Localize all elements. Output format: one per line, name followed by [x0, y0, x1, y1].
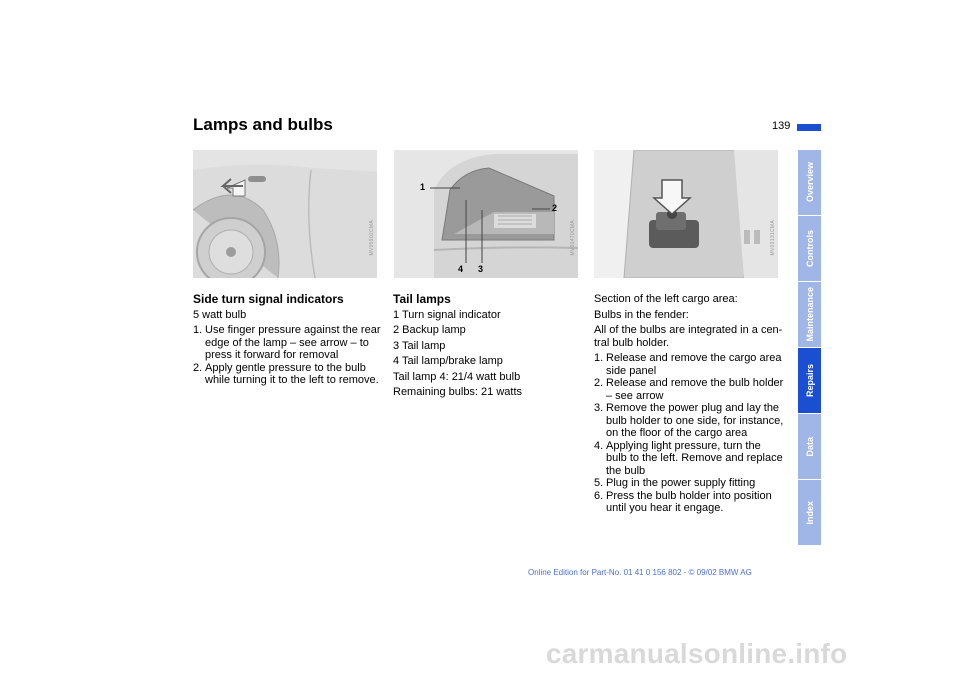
section-heading: Side turn signal indicators — [193, 292, 344, 306]
watermark: carmanualsonline.info — [546, 638, 848, 669]
callout-3: 3 — [478, 264, 484, 274]
fender-illustration — [193, 150, 377, 278]
tab-data[interactable]: Data — [798, 414, 821, 479]
figure-code: MV05902CMA — [369, 220, 375, 256]
section-heading: Tail lamps — [393, 292, 451, 306]
tab-index[interactable]: Index — [798, 480, 821, 545]
figure-tail-lamps — [394, 150, 578, 278]
page-title: Lamps and bulbs — [193, 115, 333, 134]
tail-lamp-illustration — [394, 150, 578, 278]
callout-4: 4 — [458, 264, 464, 274]
figure-code: MV01470CMA — [570, 220, 576, 256]
list-item: 2. Apply gentle pressure to the bulb while turning it to the left to remove. — [193, 361, 379, 386]
paragraph: All of the bulbs are integrated in a cen-tral bulb holder. — [594, 324, 783, 349]
figure-code: MV03131CMA — [770, 220, 776, 256]
callout-2: 2 — [552, 203, 558, 213]
note: Tail lamp 4: 21/4 watt bulb — [393, 370, 521, 383]
callout-1: 1 — [420, 182, 426, 192]
cargo-area-illustration — [594, 150, 778, 278]
page-number: 139 — [772, 120, 791, 132]
list-item: 3. Remove the power plug and lay the bulb holder to one side, for instance, on the floor of the cargo area — [594, 402, 784, 439]
list-item: 4. Applying light pressure, turn the bulb to the left. Remove and replace the bulb — [594, 439, 783, 477]
figure-bulb-holder — [594, 150, 778, 278]
middle-column — [393, 293, 583, 402]
tab-maintenance[interactable]: Maintenance — [798, 282, 821, 347]
list-item: 2. Release and remove the bulb holder – see arrow — [594, 377, 784, 402]
tab-overview[interactable]: Overview — [798, 150, 821, 215]
note: Remaining bulbs: 21 watts — [393, 386, 523, 398]
left-column — [193, 293, 383, 390]
list-item: 1. Release and remove the cargo area side panel — [594, 352, 782, 377]
list-item: 5. Plug in the power supply fitting — [594, 477, 756, 489]
edition-footer: Online Edition for Part-No. 01 41 0 156 802 - © 09/02 BMW AG — [528, 568, 752, 577]
tab-controls[interactable]: Controls — [798, 216, 821, 281]
bulb-spec: 5 watt bulb — [193, 308, 247, 321]
list-item: 6. Press the bulb holder into position until you hear it engage. — [594, 489, 772, 514]
list-item: 3 Tail lamp — [393, 339, 446, 352]
page-number-bar — [797, 124, 821, 131]
right-column — [594, 293, 784, 518]
paragraph: Bulbs in the fender: — [594, 308, 689, 321]
tab-repairs[interactable]: Repairs — [798, 348, 821, 413]
paragraph: Section of the left cargo area: — [594, 293, 738, 305]
figure-side-turn-signal — [193, 150, 377, 278]
side-tabs — [798, 150, 821, 546]
list-item: 1. Use finger pressure against the rear edge of the lamp – see arrow – to press it forward for removal — [193, 324, 381, 361]
list-item: 4 Tail lamp/brake lamp — [393, 355, 503, 367]
list-item: 2 Backup lamp — [393, 324, 466, 336]
list-item: 1 Turn signal indicator — [393, 308, 501, 321]
